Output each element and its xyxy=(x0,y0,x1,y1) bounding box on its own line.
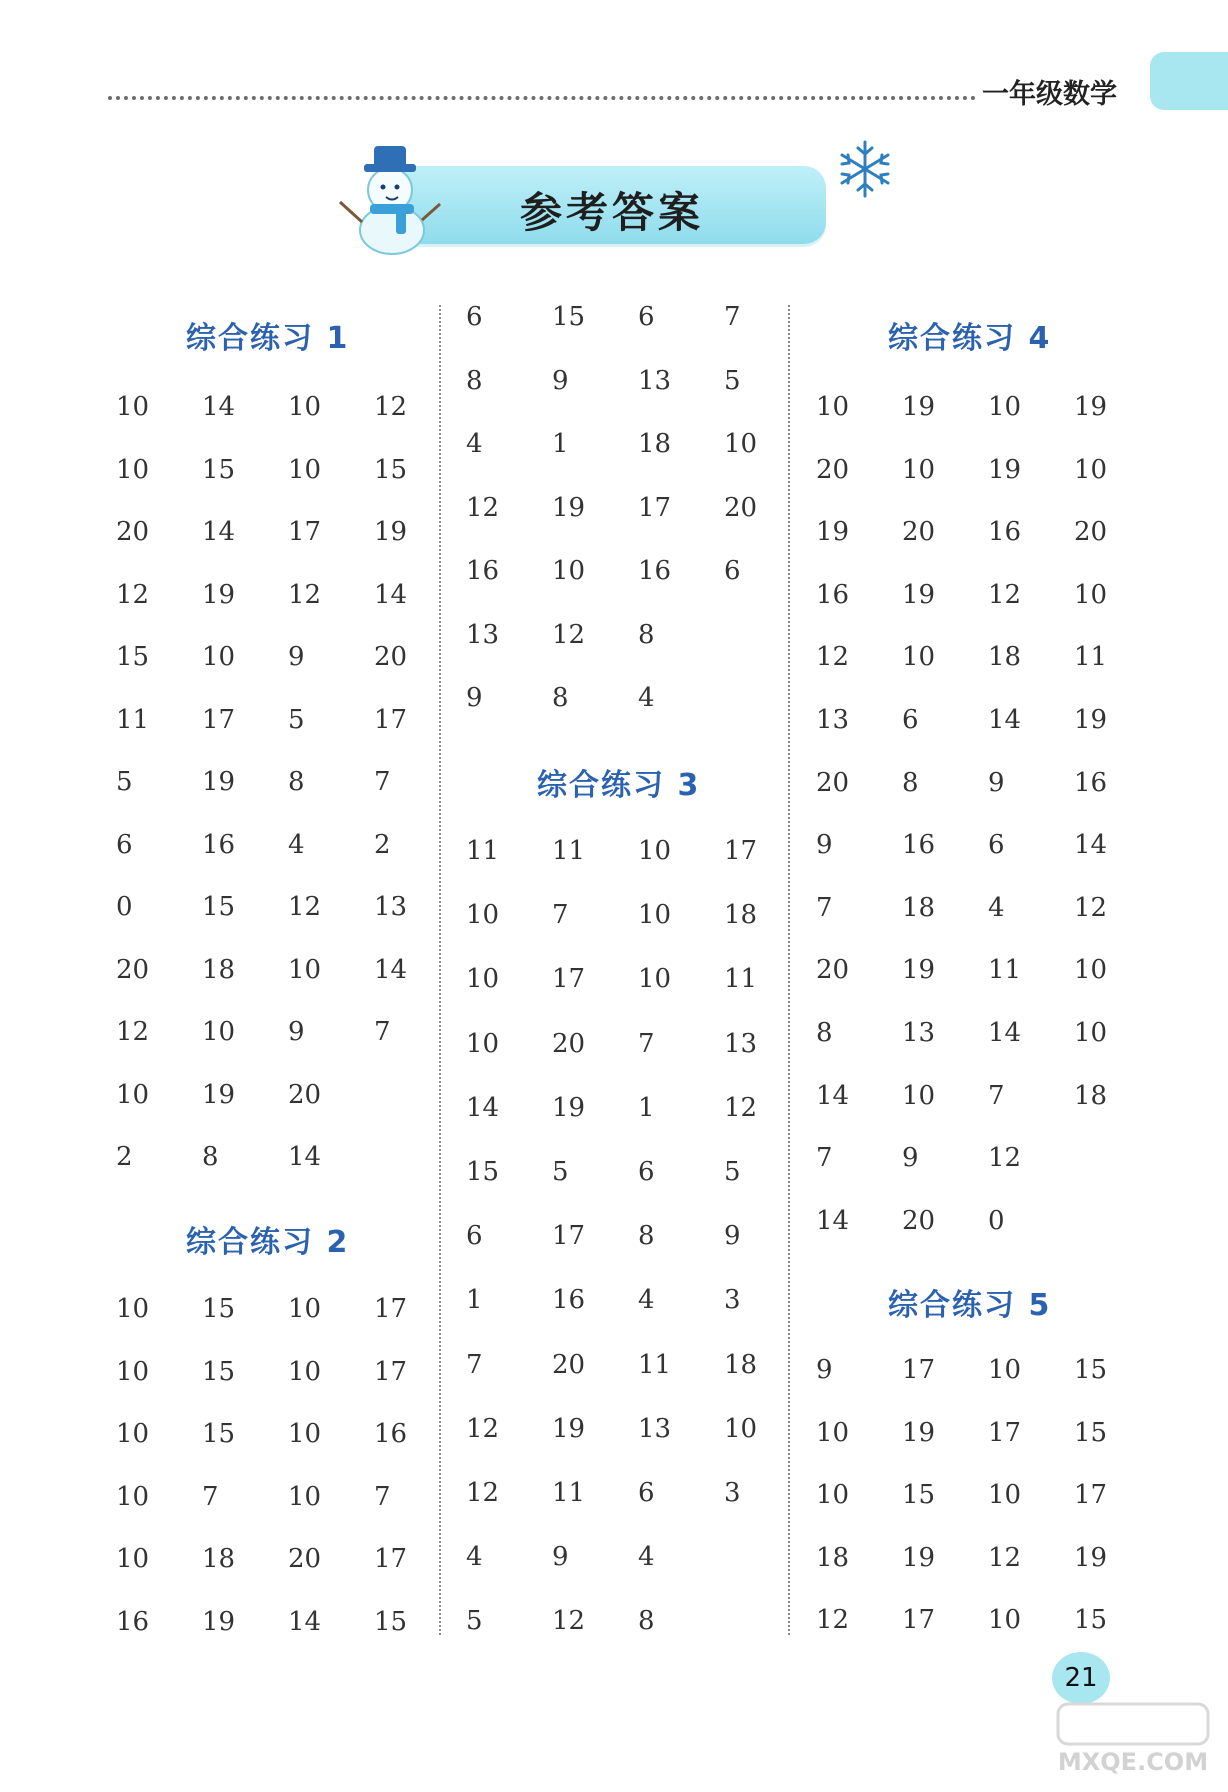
answer-value: 13 xyxy=(374,892,408,922)
answer-value: 7 xyxy=(988,1080,1005,1111)
answer-value: 15 xyxy=(1074,1355,1108,1385)
answer-value: 7 xyxy=(724,302,741,332)
answer-value: 10 xyxy=(816,1417,850,1448)
answer-value: 10 xyxy=(902,454,936,485)
answer-value: 7 xyxy=(466,1349,483,1380)
answer-value: 16 xyxy=(988,517,1022,548)
answer-value: 17 xyxy=(202,704,236,735)
answer-value: 17 xyxy=(902,1605,936,1635)
answer-value: 10 xyxy=(724,429,758,459)
answer-value: 17 xyxy=(988,1417,1022,1448)
answer-value: 20 xyxy=(724,492,758,523)
answer-value: 4 xyxy=(988,892,1005,923)
answer-value: 13 xyxy=(638,1413,672,1444)
answer-value: 14 xyxy=(988,1017,1022,1048)
answer-value: 18 xyxy=(202,1544,236,1574)
answer-value: 19 xyxy=(902,955,936,986)
answer-value: 8 xyxy=(638,619,655,650)
answer-value: 11 xyxy=(466,836,500,866)
answer-value: 17 xyxy=(374,1356,408,1387)
answer-value: 15 xyxy=(1074,1417,1108,1448)
column-divider-right xyxy=(788,305,790,1635)
answer-value: 16 xyxy=(374,1419,408,1449)
answer-value: 10 xyxy=(116,1356,150,1387)
section-title-exercise-1: 综合练习 1 xyxy=(186,321,350,356)
page-number-badge xyxy=(1052,1652,1110,1704)
answer-value: 19 xyxy=(552,1092,586,1123)
answer-value: 20 xyxy=(902,1205,936,1236)
answer-value: 20 xyxy=(116,954,150,985)
answer-value: 5 xyxy=(116,767,133,797)
answer-value: 18 xyxy=(988,642,1022,673)
answer-value: 17 xyxy=(552,964,586,995)
answer-value: 6 xyxy=(902,704,919,735)
answer-value: 15 xyxy=(116,642,150,672)
answer-value: 10 xyxy=(466,900,500,931)
answer-value: 10 xyxy=(638,836,672,866)
answer-value: 12 xyxy=(116,579,150,610)
answer-value: 10 xyxy=(288,1294,322,1324)
answer-banner xyxy=(398,166,826,244)
answer-value: 19 xyxy=(202,1606,236,1637)
answer-value: 14 xyxy=(374,954,408,985)
answer-value: 16 xyxy=(902,830,936,861)
answer-value: 6 xyxy=(466,1221,483,1252)
answer-value: 19 xyxy=(816,517,850,548)
answer-value: 10 xyxy=(116,392,150,422)
answer-value: 14 xyxy=(202,392,236,422)
answer-value: 7 xyxy=(816,1143,833,1174)
answer-value: 14 xyxy=(816,1205,850,1236)
answer-value: 5 xyxy=(288,704,305,735)
answer-value: 10 xyxy=(816,392,850,422)
answer-value: 10 xyxy=(1074,1017,1108,1048)
answer-value: 10 xyxy=(552,556,586,586)
banner-title: 参考答案 xyxy=(519,188,704,237)
answer-value: 9 xyxy=(552,1542,569,1573)
answer-value: 10 xyxy=(902,642,936,673)
answer-value: 12 xyxy=(374,392,408,422)
page-number: 21 xyxy=(1064,1663,1098,1693)
answer-value: 4 xyxy=(466,429,483,459)
answer-value: 10 xyxy=(1074,579,1108,610)
section-title-exercise-3: 综合练习 3 xyxy=(537,768,701,803)
answer-value: 20 xyxy=(552,1028,586,1059)
answer-value: 12 xyxy=(552,1606,586,1637)
answer-value: 16 xyxy=(116,1606,150,1637)
answer-value: 18 xyxy=(1074,1080,1108,1111)
answer-value: 4 xyxy=(638,683,655,713)
answer-value: 19 xyxy=(374,517,408,547)
header-tab-decoration xyxy=(1150,52,1228,110)
answer-value: 20 xyxy=(816,767,850,798)
answer-value: 15 xyxy=(902,1480,936,1510)
answer-value: 6 xyxy=(638,302,655,332)
answer-value: 14 xyxy=(288,1142,322,1172)
answer-value: 10 xyxy=(724,1413,758,1444)
answer-value: 12 xyxy=(988,1542,1022,1573)
answer-value: 5 xyxy=(724,1156,741,1187)
answer-value: 15 xyxy=(202,892,236,922)
book-title: 一年级数学 xyxy=(982,79,1117,110)
answer-value: 10 xyxy=(988,392,1022,422)
answer-value: 16 xyxy=(638,556,672,586)
answer-value: 16 xyxy=(1074,767,1108,798)
answer-value: 11 xyxy=(988,955,1022,986)
answer-value: 17 xyxy=(552,1221,586,1252)
answer-value: 10 xyxy=(638,900,672,931)
answer-value: 13 xyxy=(816,704,850,735)
answer-value: 17 xyxy=(1074,1480,1108,1510)
answer-value: 6 xyxy=(988,830,1005,861)
section-title-exercise-5: 综合练习 5 xyxy=(888,1288,1052,1323)
answer-value: 15 xyxy=(202,1356,236,1387)
answer-value: 8 xyxy=(288,767,305,797)
answer-value: 16 xyxy=(816,579,850,610)
answer-value: 8 xyxy=(466,365,483,396)
answer-value: 12 xyxy=(724,1092,758,1123)
answer-value: 17 xyxy=(724,836,758,866)
answer-value: 18 xyxy=(724,900,758,931)
answer-value: 7 xyxy=(552,900,569,931)
answer-value: 3 xyxy=(724,1285,741,1316)
answer-value: 12 xyxy=(288,579,322,610)
answer-value: 10 xyxy=(202,642,236,672)
answer-value: 15 xyxy=(552,302,586,332)
answer-value: 9 xyxy=(816,1355,833,1385)
answer-value: 19 xyxy=(902,1542,936,1573)
answer-value: 14 xyxy=(374,579,408,610)
answer-value: 2 xyxy=(374,829,391,860)
answer-value: 19 xyxy=(552,492,586,523)
answer-value: 12 xyxy=(1074,892,1108,923)
answer-value: 17 xyxy=(638,492,672,523)
answer-value: 6 xyxy=(466,302,483,332)
answer-value: 20 xyxy=(116,517,150,547)
answer-value: 19 xyxy=(1074,704,1108,735)
answer-value: 19 xyxy=(202,1079,236,1110)
answer-value: 10 xyxy=(116,1419,150,1449)
watermark-text: MXQE.COM xyxy=(1057,1748,1209,1776)
answer-value: 10 xyxy=(288,1419,322,1449)
answer-value: 15 xyxy=(1074,1605,1108,1635)
answer-value: 7 xyxy=(374,1017,391,1047)
answer-value: 20 xyxy=(902,517,936,548)
answer-value: 17 xyxy=(374,1544,408,1574)
answer-value: 4 xyxy=(288,829,305,860)
answer-value: 13 xyxy=(724,1028,758,1059)
answer-value: 18 xyxy=(202,954,236,985)
answer-value: 12 xyxy=(466,492,500,523)
answer-value: 11 xyxy=(552,836,586,866)
answer-value: 14 xyxy=(988,704,1022,735)
answer-value: 10 xyxy=(466,1028,500,1059)
answer-value: 10 xyxy=(288,954,322,985)
answer-value: 4 xyxy=(466,1542,483,1573)
answer-value: 16 xyxy=(202,829,236,860)
answer-value: 10 xyxy=(288,392,322,422)
answer-value: 17 xyxy=(374,704,408,735)
answer-value: 5 xyxy=(466,1606,483,1637)
answer-value: 9 xyxy=(724,1221,741,1252)
answer-value: 10 xyxy=(202,1017,236,1047)
answer-value: 12 xyxy=(116,1017,150,1047)
answer-value: 12 xyxy=(466,1477,500,1508)
answer-value: 2 xyxy=(116,1142,133,1172)
answer-value: 9 xyxy=(288,1017,305,1047)
answer-value: 15 xyxy=(202,1294,236,1324)
answer-value: 14 xyxy=(1074,830,1108,861)
site-watermark-logo xyxy=(1050,1698,1220,1778)
answer-value: 10 xyxy=(1074,454,1108,485)
answer-value: 1 xyxy=(466,1285,483,1316)
answer-value: 12 xyxy=(988,1143,1022,1174)
column-divider-left xyxy=(439,305,441,1635)
answer-value: 6 xyxy=(638,1477,655,1508)
answer-value: 14 xyxy=(816,1080,850,1111)
header-dotted-rule xyxy=(108,96,976,100)
answer-value: 3 xyxy=(724,1477,741,1508)
snowflake-icon xyxy=(834,138,896,200)
answer-value: 8 xyxy=(816,1017,833,1048)
answer-value: 20 xyxy=(374,642,408,672)
answer-value: 10 xyxy=(288,1481,322,1512)
answer-value: 18 xyxy=(724,1349,758,1380)
answer-value: 10 xyxy=(116,1544,150,1574)
answer-value: 19 xyxy=(988,454,1022,485)
answer-value: 17 xyxy=(374,1294,408,1324)
answer-value: 8 xyxy=(202,1142,219,1172)
answer-value: 20 xyxy=(816,955,850,986)
answer-value: 16 xyxy=(466,556,500,586)
answer-value: 17 xyxy=(902,1355,936,1385)
answer-value: 9 xyxy=(552,365,569,396)
answer-value: 13 xyxy=(466,619,500,650)
answer-value: 20 xyxy=(288,1079,322,1110)
answer-value: 15 xyxy=(202,1419,236,1449)
answer-value: 18 xyxy=(816,1542,850,1573)
answer-value: 10 xyxy=(116,1079,150,1110)
answer-value: 20 xyxy=(552,1349,586,1380)
answer-value: 0 xyxy=(988,1205,1005,1236)
answer-value: 20 xyxy=(1074,517,1108,548)
answer-value: 10 xyxy=(988,1480,1022,1510)
answer-value: 7 xyxy=(202,1481,219,1512)
answer-value: 11 xyxy=(638,1349,672,1380)
answer-value: 8 xyxy=(638,1221,655,1252)
answer-value: 10 xyxy=(638,964,672,995)
answer-value: 1 xyxy=(638,1092,655,1123)
answer-value: 19 xyxy=(202,767,236,797)
answer-value: 9 xyxy=(466,683,483,713)
answer-value: 10 xyxy=(988,1605,1022,1635)
answer-value: 9 xyxy=(988,767,1005,798)
answer-value: 6 xyxy=(638,1156,655,1187)
answer-value: 10 xyxy=(288,1356,322,1387)
answer-value: 15 xyxy=(374,454,408,485)
answer-value: 15 xyxy=(466,1156,500,1187)
answer-value: 5 xyxy=(552,1156,569,1187)
answer-value: 18 xyxy=(902,892,936,923)
answer-value: 12 xyxy=(816,1605,850,1635)
answer-value: 10 xyxy=(466,964,500,995)
answer-value: 0 xyxy=(116,892,133,922)
answer-value: 10 xyxy=(116,1481,150,1512)
answer-value: 20 xyxy=(288,1544,322,1574)
answer-value: 7 xyxy=(638,1028,655,1059)
answer-value: 10 xyxy=(1074,955,1108,986)
answer-value: 5 xyxy=(724,365,741,396)
answer-value: 6 xyxy=(724,556,741,586)
answer-value: 12 xyxy=(552,619,586,650)
answer-value: 10 xyxy=(816,1480,850,1510)
answer-value: 7 xyxy=(374,767,391,797)
answer-value: 12 xyxy=(466,1413,500,1444)
answer-value: 1 xyxy=(552,429,569,459)
answer-value: 19 xyxy=(1074,392,1108,422)
section-title-exercise-4: 综合练习 4 xyxy=(888,321,1052,356)
answer-value: 20 xyxy=(816,454,850,485)
answer-value: 14 xyxy=(288,1606,322,1637)
answer-value: 15 xyxy=(374,1606,408,1637)
answer-value: 10 xyxy=(988,1355,1022,1385)
answer-value: 9 xyxy=(288,642,305,672)
answer-value: 13 xyxy=(902,1017,936,1048)
answer-value: 19 xyxy=(1074,1542,1108,1573)
answer-value: 13 xyxy=(638,365,672,396)
answer-value: 4 xyxy=(638,1285,655,1316)
answer-value: 9 xyxy=(902,1143,919,1174)
answer-value: 11 xyxy=(1074,642,1108,673)
answer-value: 10 xyxy=(116,454,150,485)
answer-value: 12 xyxy=(988,579,1022,610)
answer-value: 6 xyxy=(116,829,133,860)
answer-value: 7 xyxy=(816,892,833,923)
answer-value: 19 xyxy=(902,579,936,610)
answer-value: 10 xyxy=(288,454,322,485)
answer-value: 8 xyxy=(902,767,919,798)
answer-value: 9 xyxy=(816,830,833,861)
answer-value: 19 xyxy=(552,1413,586,1444)
answer-value: 18 xyxy=(638,429,672,459)
answer-value: 15 xyxy=(202,454,236,485)
answer-value: 12 xyxy=(288,892,322,922)
answer-value: 8 xyxy=(552,683,569,713)
answer-value: 4 xyxy=(638,1542,655,1573)
answer-value: 14 xyxy=(202,517,236,547)
answer-value: 17 xyxy=(288,517,322,547)
answer-value: 7 xyxy=(374,1481,391,1512)
answer-value: 19 xyxy=(902,1417,936,1448)
answer-value: 16 xyxy=(552,1285,586,1316)
answer-value: 8 xyxy=(638,1606,655,1637)
answer-value: 14 xyxy=(466,1092,500,1123)
section-title-exercise-2: 综合练习 2 xyxy=(186,1225,350,1260)
answer-value: 10 xyxy=(902,1080,936,1111)
answer-value: 19 xyxy=(202,579,236,610)
answer-value: 11 xyxy=(116,704,150,735)
answer-value: 10 xyxy=(116,1294,150,1324)
answer-value: 11 xyxy=(552,1477,586,1508)
answer-value: 11 xyxy=(724,964,758,995)
answer-value: 12 xyxy=(816,642,850,673)
snowman-icon xyxy=(334,142,444,257)
answer-value: 19 xyxy=(902,392,936,422)
